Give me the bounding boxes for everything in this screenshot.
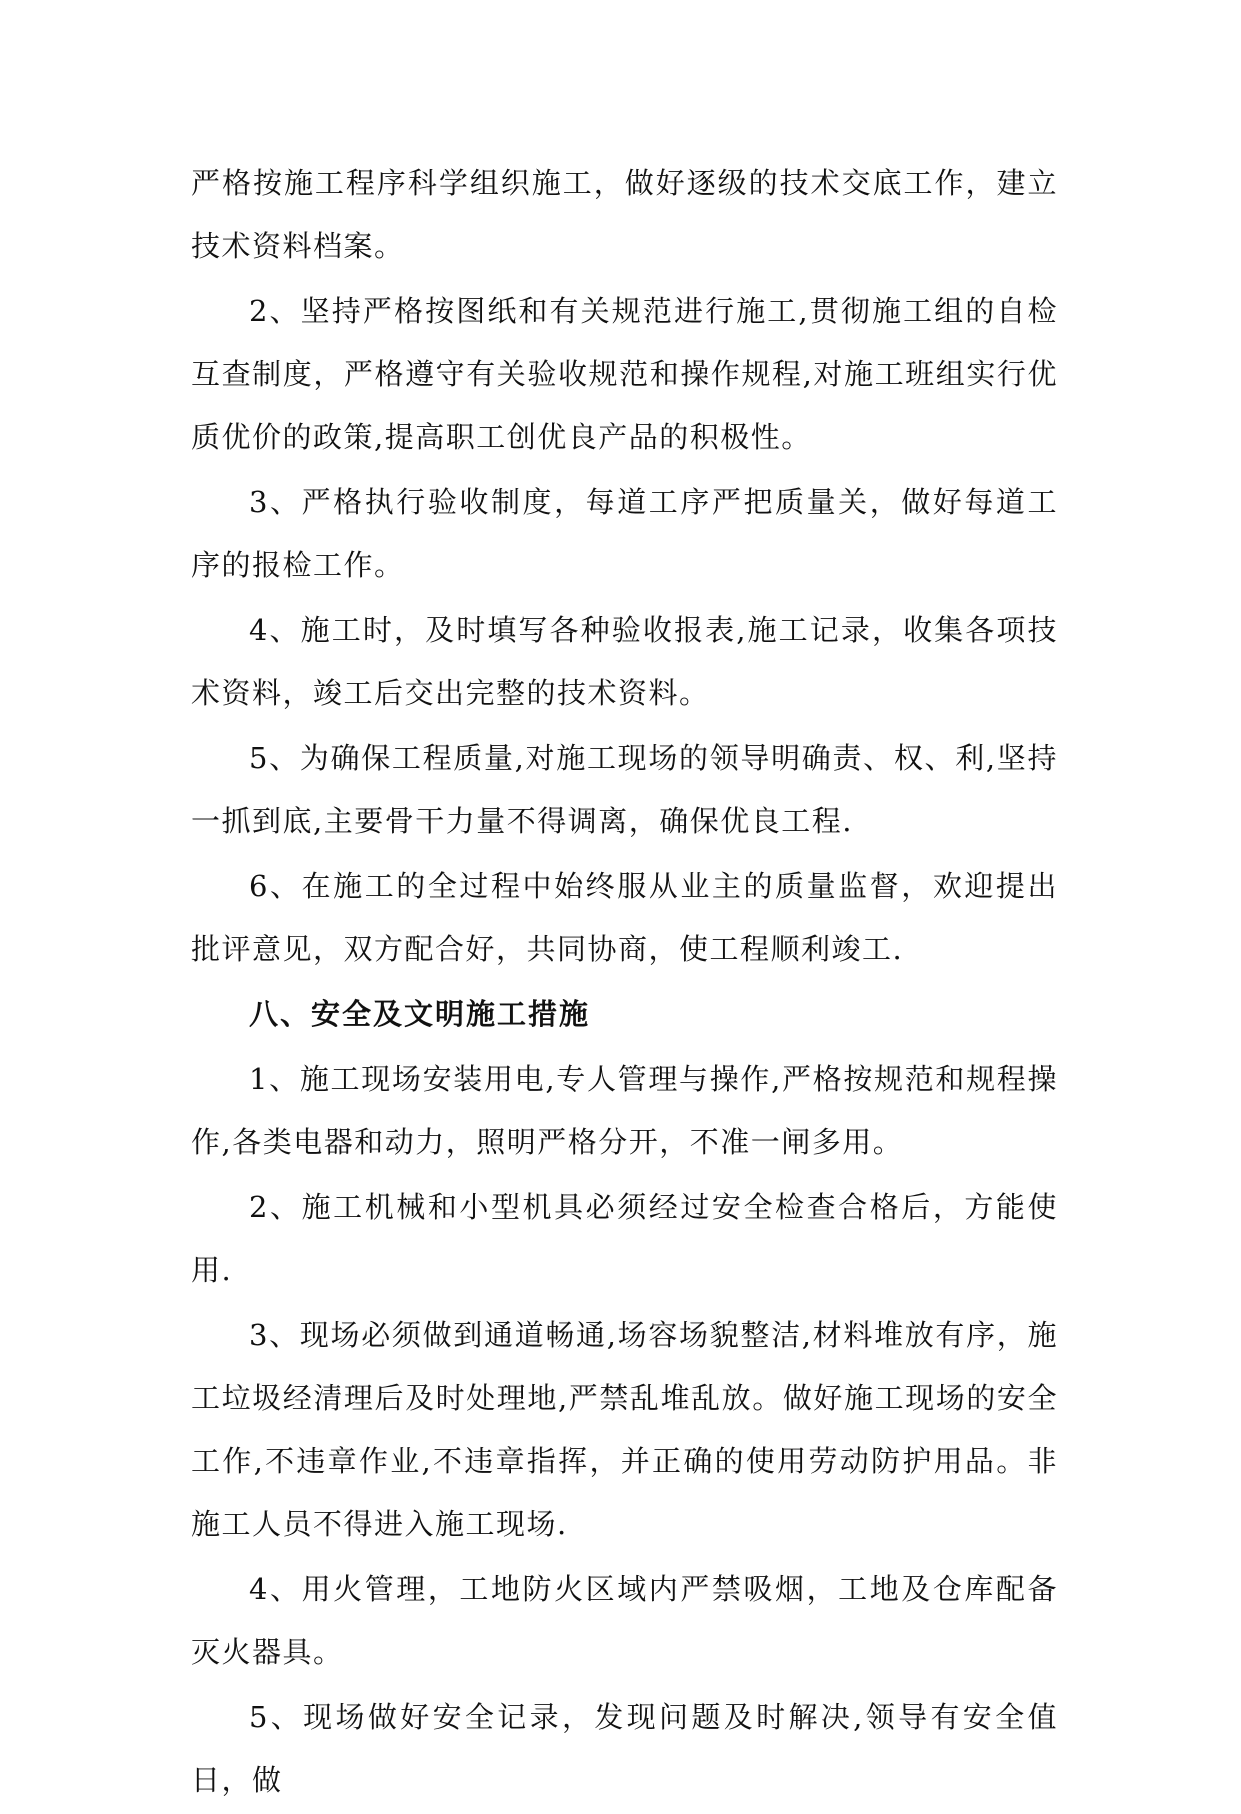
safety-item-5: 5、现场做好安全记录，发现问题及时解决,领导有安全值日，做 [191, 1700, 1058, 1797]
paragraph-item-3: 3、严格执行验收制度，每道工序严把质量关，做好每道工序的报检工作。 [191, 485, 1058, 582]
safety-item-1: 1、施工现场安装用电,专人管理与操作,严格按规范和规程操作,各类电器和动力，照明严格分开，不准一闸多用。 [191, 1062, 1058, 1159]
paragraph-item-4: 4、施工时，及时填写各种验收报表,施工记录，收集各项技术资料，竣工后交出完整的技术资料。 [191, 613, 1058, 710]
paragraph-item-6: 6、在施工的全过程中始终服从业主的质量监督，欢迎提出批评意见，双方配合好，共同协商，使工程顺利竣工. [191, 869, 1058, 966]
document-body [191, 152, 1058, 1814]
paragraph-continuation: 严格按施工程序科学组织施工，做好逐级的技术交底工作，建立技术资料档案。 [191, 166, 1058, 263]
paragraph-item-2: 2、坚持严格按图纸和有关规范进行施工,贯彻施工组的自检互查制度，严格遵守有关验收规范和操作规程,对施工班组实行优质优价的政策,提高职工创优良产品的积极性。 [191, 294, 1058, 454]
safety-item-3: 3、现场必须做到通道畅通,场容场貌整洁,材料堆放有序，施工垃圾经清理后及时处理地,严禁乱堆乱放。做好施工现场的安全工作,不违章作业,不违章指挥，并正确的使用劳动防护用品。非施工人员不得进入施工现场. [191, 1318, 1058, 1541]
section-heading: 八、安全及文明施工措施 [249, 997, 591, 1031]
safety-item-2: 2、施工机械和小型机具必须经过安全检查合格后，方能使用. [191, 1190, 1058, 1287]
paragraph-item-5: 5、为确保工程质量,对施工现场的领导明确责、权、利,坚持一抓到底,主要骨干力量不得调离，确保优良工程. [191, 741, 1058, 838]
safety-item-4: 4、用火管理，工地防火区域内严禁吸烟，工地及仓库配备灭火器具。 [191, 1572, 1058, 1669]
